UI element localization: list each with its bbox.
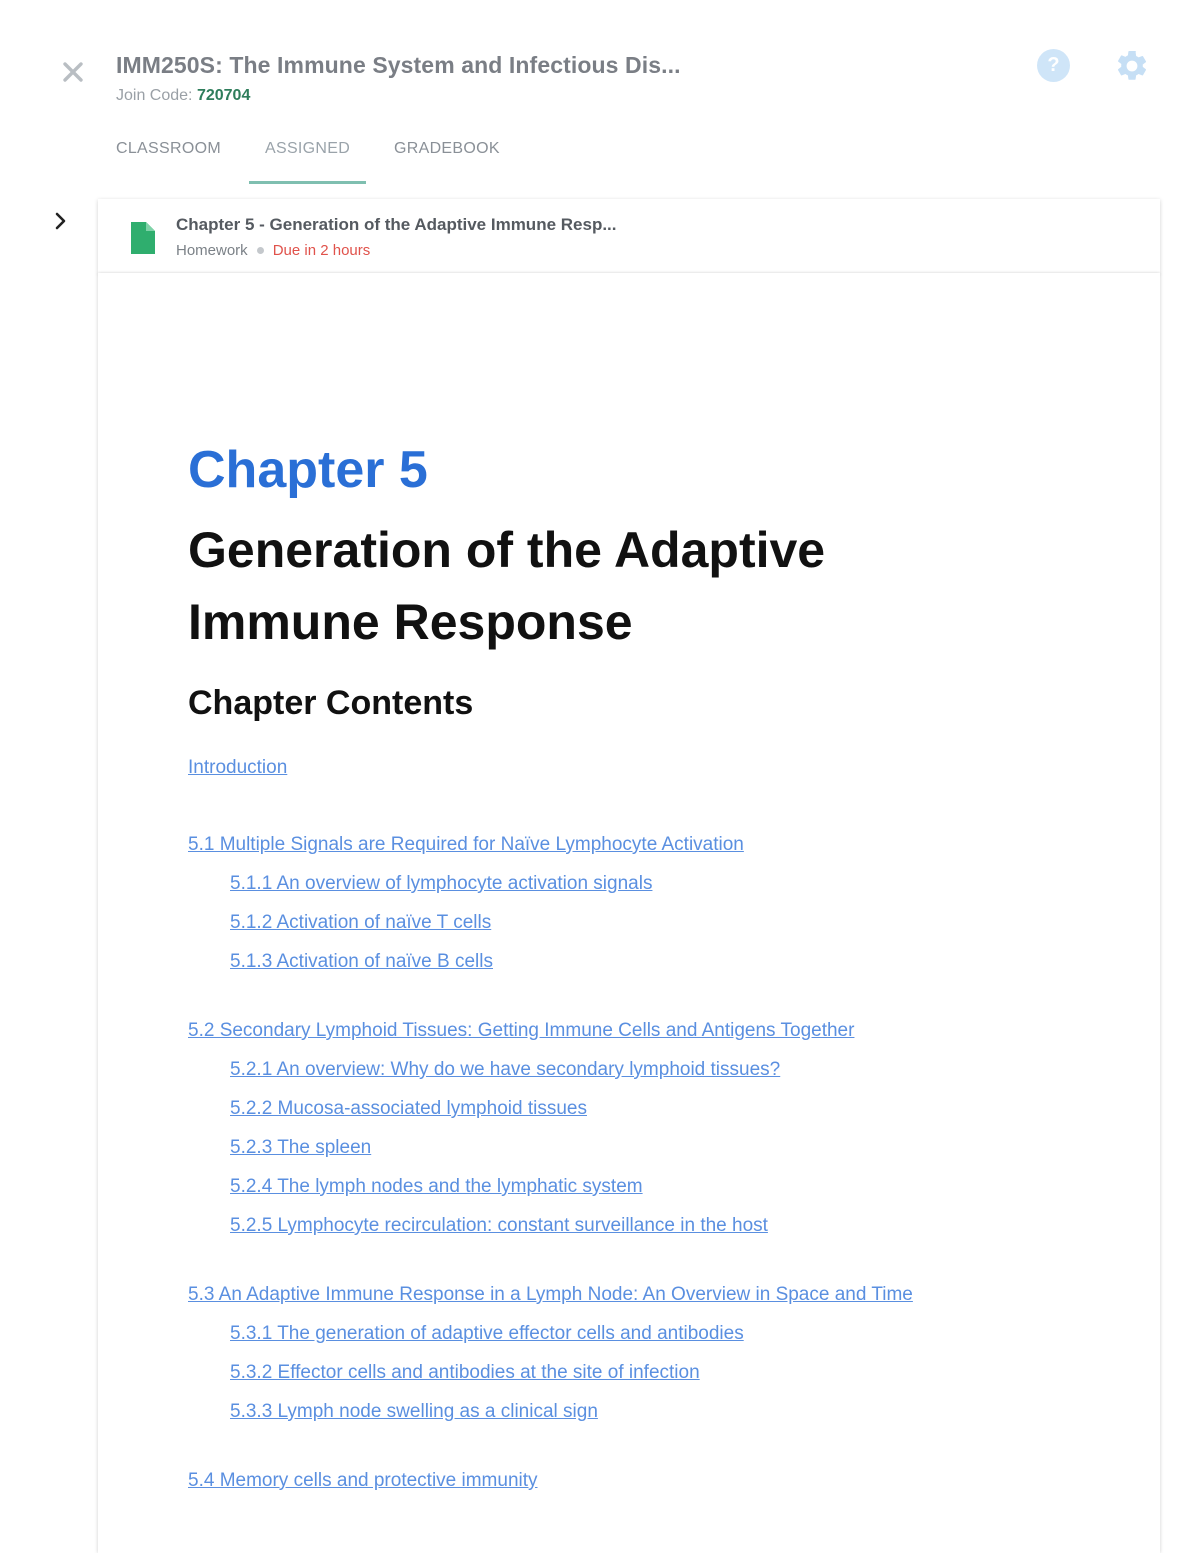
contents-heading: Chapter Contents (188, 684, 474, 722)
separator-dot (257, 247, 264, 254)
chapter-number: Chapter 5 (188, 441, 428, 499)
sidebar-toggle-button[interactable] (50, 210, 72, 232)
toc-link[interactable]: 5.2 Secondary Lymphoid Tissues: Getting Immune Cells and Antigens Together (188, 1020, 855, 1041)
toc-link[interactable]: 5.2.5 Lymphocyte recirculation: constant surveillance in the host (230, 1215, 768, 1236)
close-button[interactable] (58, 56, 88, 86)
toc-link[interactable]: 5.1.1 An overview of lymphocyte activation signals (230, 873, 653, 894)
assignment-card[interactable] (98, 199, 1160, 273)
tab-assigned[interactable]: ASSIGNED (265, 140, 351, 157)
active-tab-indicator (249, 181, 366, 184)
toc-link[interactable]: 5.1 Multiple Signals are Required for Naïve Lymphocyte Activation (188, 834, 744, 855)
course-title: IMM250S: The Immune System and Infectious Dis... (116, 52, 681, 78)
toc-link[interactable]: 5.1.2 Activation of naïve T cells (230, 912, 492, 933)
chapter-title: Generation of the Adaptive Immune Response (188, 522, 826, 650)
toc-link[interactable]: 5.4 Memory cells and protective immunity (188, 1470, 538, 1491)
assignment-meta (176, 242, 370, 259)
settings-button[interactable] (1114, 48, 1150, 84)
tab-classroom[interactable]: CLASSROOM (116, 140, 221, 157)
toc-link[interactable]: 5.2.3 The spleen (230, 1137, 372, 1158)
tab-gradebook[interactable]: GRADEBOOK (394, 140, 500, 157)
document-icon (131, 222, 155, 254)
toc-link[interactable]: 5.2.4 The lymph nodes and the lymphatic system (230, 1176, 643, 1197)
close-icon (58, 56, 88, 86)
toc-link[interactable]: 5.3.1 The generation of adaptive effector cells and antibodies (230, 1323, 744, 1344)
assignment-type: Homework (176, 242, 248, 259)
join-code-label: Join Code: (116, 87, 193, 104)
toc-link[interactable]: 5.2.1 An overview: Why do we have secondary lymphoid tissues? (230, 1059, 781, 1080)
toc-link[interactable]: 5.2.2 Mucosa-associated lymphoid tissues (230, 1098, 587, 1119)
toc-link[interactable]: 5.1.3 Activation of naïve B cells (230, 951, 493, 972)
assignment-title: Chapter 5 - Generation of the Adaptive Immune Resp... (176, 215, 617, 234)
help-button[interactable] (1037, 49, 1070, 82)
toc-link[interactable]: 5.3.2 Effector cells and antibodies at the site of infection (230, 1362, 700, 1383)
toc-link[interactable]: Introduction (188, 757, 288, 778)
join-code-line (116, 87, 250, 105)
help-icon: ? (1047, 54, 1060, 76)
toc-link[interactable]: 5.3.3 Lymph node swelling as a clinical sign (230, 1401, 598, 1422)
join-code-value: 720704 (196, 87, 251, 104)
toc-link[interactable]: 5.3 An Adaptive Immune Response in a Lymph Node: An Overview in Space and Time (188, 1284, 913, 1305)
gear-icon (1114, 48, 1150, 84)
due-status: Due in 2 hours (272, 242, 371, 259)
chevron-right-icon (50, 210, 72, 232)
